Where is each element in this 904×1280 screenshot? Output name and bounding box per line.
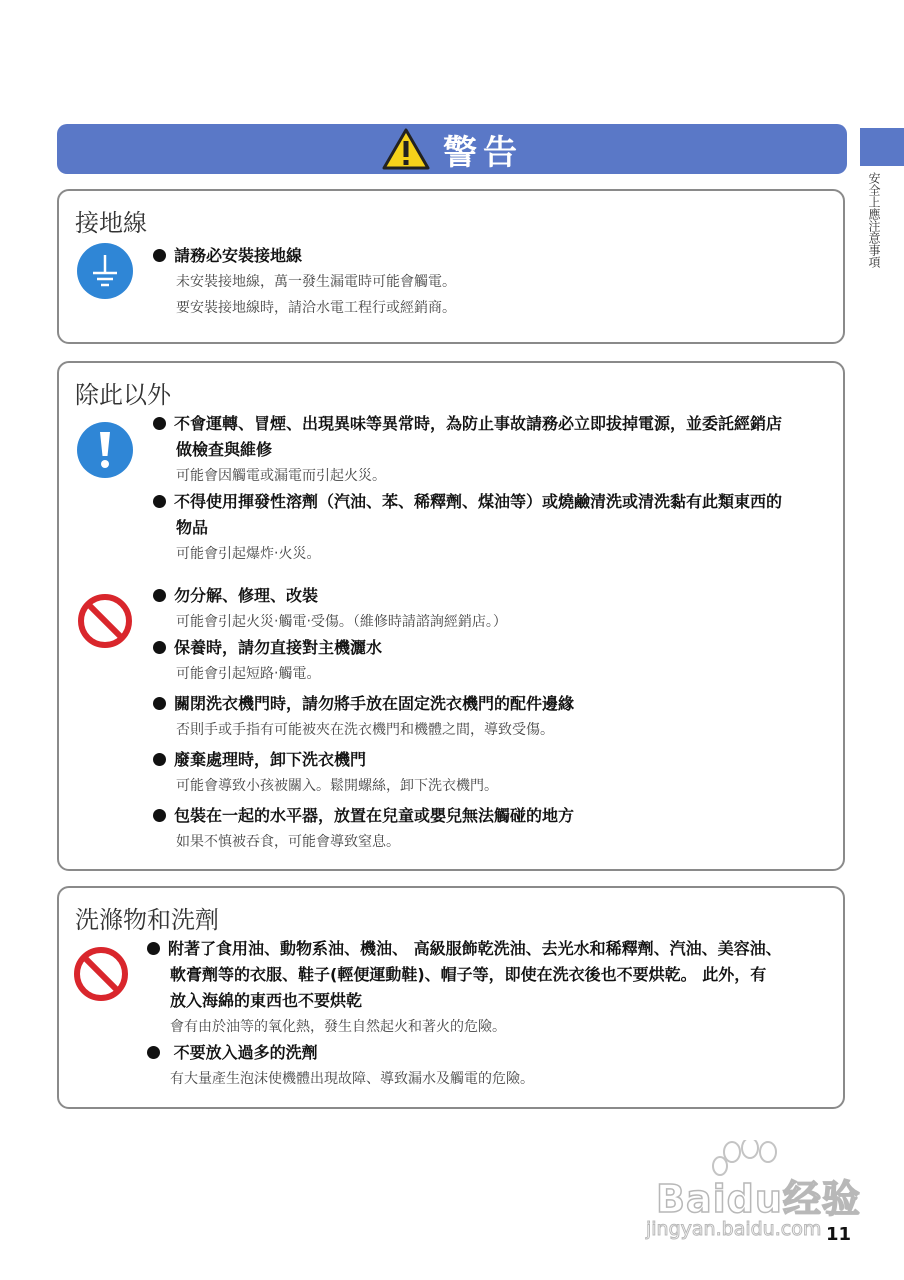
watermark-brand: Baidu经验 — [656, 1177, 861, 1221]
ground-icon — [77, 243, 133, 299]
section-others — [57, 361, 845, 871]
warning-triangle-icon — [381, 127, 431, 171]
exclamation-icon — [77, 422, 133, 478]
list-item: 保養時，請勿直接對主機灑水 可能會引起短路‧觸電。 — [153, 635, 382, 687]
side-tab — [860, 128, 904, 166]
bullet-icon — [147, 1046, 160, 1059]
bullet-icon — [153, 753, 166, 766]
bullet-icon — [147, 942, 160, 955]
section-ground-wire — [57, 189, 845, 344]
bullet-icon — [153, 589, 166, 602]
warning-banner — [57, 124, 847, 174]
section-laundry-detergent — [57, 886, 845, 1109]
list-item: 廢棄處理時，卸下洗衣機門 可能會導致小孩被關入。鬆開螺絲，卸下洗衣機門。 — [153, 747, 498, 799]
list-item: 勿分解、修理、改裝 可能會引起火災‧觸電‧受傷。（維修時請諮詢經銷店。） — [153, 583, 507, 635]
side-label: 安全上應注意事項 — [867, 172, 881, 268]
bullet-icon — [153, 495, 166, 508]
section-title: 除此以外 — [75, 381, 171, 409]
section-title: 接地線 — [75, 209, 147, 237]
bullet-icon — [153, 249, 166, 262]
list-item: 附著了食用油、動物系油、機油、 高級服飾乾洗油、去光水和稀釋劑、汽油、美容油、 軟膏劑等的衣服、鞋子(輕便運動鞋)、帽子等，即使在洗衣後也不要烘乾。 此外，有 放入海綿的東西也不要烘乾 會有由於油等的氧化熱，發生自然起火和著火的危險。 — [147, 936, 782, 1040]
bullet-icon — [153, 697, 166, 710]
section-title: 洗滌物和洗劑 — [75, 906, 219, 934]
watermark-url: jingyan.baidu.com — [646, 1218, 822, 1240]
page-number: 11 — [826, 1224, 852, 1245]
bullet-icon — [153, 641, 166, 654]
bullet-icon — [153, 809, 166, 822]
list-item: 包裝在一起的水平器，放置在兒童或嬰兒無法觸碰的地方 如果不慎被吞食，可能會導致窒息。 — [153, 803, 574, 855]
prohibition-icon — [77, 593, 133, 649]
list-item: 關閉洗衣機門時，請勿將手放在固定洗衣機門的配件邊緣 否則手或手指有可能被夾在洗衣機門和機體之間，導致受傷。 — [153, 691, 574, 743]
list-item: 不要放入過多的洗劑 有大量產生泡沫使機體出現故障、導致漏水及觸電的危險。 — [147, 1040, 534, 1092]
prohibition-icon — [73, 946, 129, 1002]
bullet-icon — [153, 417, 166, 430]
list-item: 不會運轉、冒煙、出現異味等異常時，為防止事故請務必立即拔掉電源，並委託經銷店 做檢查與維修 可能會因觸電或漏電而引起火災。 — [153, 411, 782, 489]
warning-title: 警告 — [443, 132, 523, 173]
list-item: 不得使用揮發性溶劑（汽油、苯、稀釋劑、煤油等）或燒鹼清洗或清洗黏有此類東西的 物品 可能會引起爆炸‧火災。 — [153, 489, 782, 567]
list-item: 請務必安裝接地線 未安裝接地線，萬一發生漏電時可能會觸電。 要安裝接地線時，請洽水電工程行或經銷商。 — [153, 243, 456, 321]
